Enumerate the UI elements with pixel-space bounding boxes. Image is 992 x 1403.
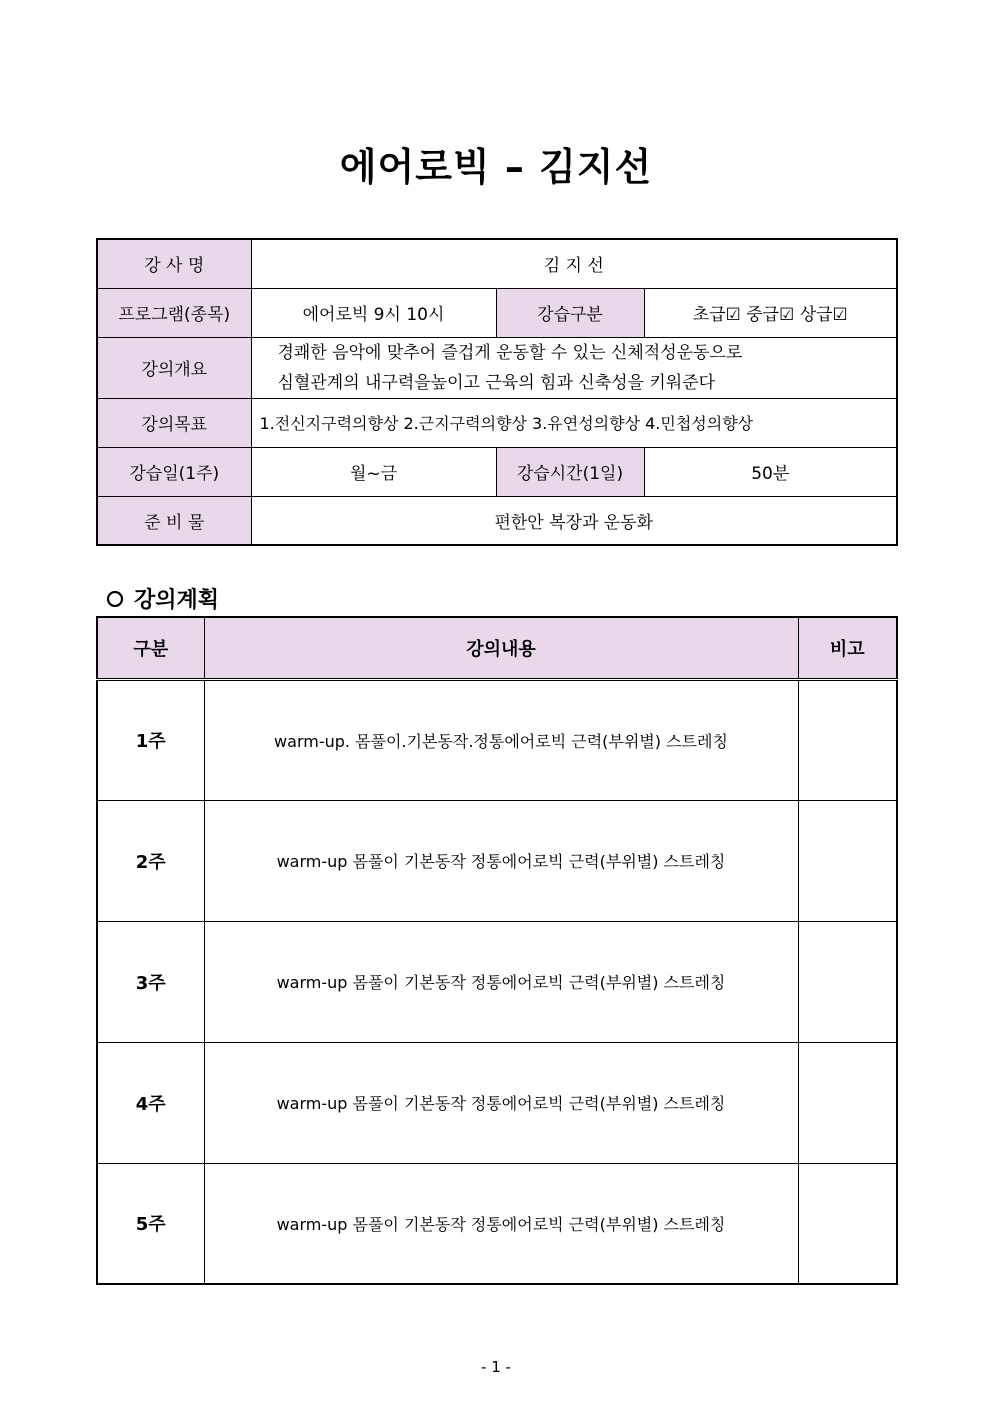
table-row	[97, 1163, 897, 1284]
note-cell	[798, 800, 897, 921]
circle-icon	[106, 588, 124, 613]
plan-header-row	[97, 617, 897, 679]
goal-row	[97, 398, 897, 447]
table-row	[97, 1042, 897, 1163]
week-cell: 2주	[97, 800, 204, 921]
program-row	[97, 288, 897, 337]
supplies-value: 편한안 복장과 운동화	[251, 496, 897, 545]
note-header: 비고	[798, 617, 897, 679]
overview-row	[97, 337, 897, 398]
page-title: 에어로빅 – 김지선	[339, 145, 653, 189]
overview-line-2: 심혈관계의 내구력을높이고 근육의 힘과 신축성을 키워준다	[277, 372, 716, 393]
level-label: 강습구분	[496, 288, 644, 337]
content-cell: warm-up 몸풀이 기본동작 정통에어로빅 근력(부위별) 스트레칭	[204, 1163, 798, 1284]
section-heading	[106, 583, 219, 614]
page-number: - 1 -	[481, 1358, 511, 1376]
days-value: 월~금	[251, 447, 496, 496]
section-title: 강의계획	[134, 588, 220, 613]
content-cell: warm-up 몸풀이 기본동작 정통에어로빅 근력(부위별) 스트레칭	[204, 921, 798, 1042]
instructor-row	[97, 239, 897, 288]
schedule-row	[97, 447, 897, 496]
note-cell	[798, 921, 897, 1042]
note-cell	[798, 1163, 897, 1284]
overview-line-1: 경쾌한 음악에 맞추어 즐겁게 운동할 수 있는 신체적성운동으로	[277, 342, 743, 363]
supplies-row	[97, 496, 897, 545]
level-value: 초급☑ 중급☑ 상급☑	[644, 288, 897, 337]
time-value: 50분	[644, 447, 897, 496]
table-row	[97, 921, 897, 1042]
week-cell: 5주	[97, 1163, 204, 1284]
overview-value	[251, 337, 897, 398]
content-cell: warm-up 몸풀이 기본동작 정통에어로빅 근력(부위별) 스트레칭	[204, 1042, 798, 1163]
note-cell	[798, 1042, 897, 1163]
content-cell: warm-up. 몸풀이.기본동작.정통에어로빅 근력(부위별) 스트레칭	[204, 679, 798, 800]
program-label: 프로그램(종목)	[97, 288, 251, 337]
days-label: 강습일(1주)	[97, 447, 251, 496]
week-cell: 3주	[97, 921, 204, 1042]
table-row	[97, 679, 897, 800]
overview-label: 강의개요	[97, 337, 251, 398]
week-cell: 4주	[97, 1042, 204, 1163]
instructor-label: 강 사 명	[97, 239, 251, 288]
week-header: 구분	[97, 617, 204, 679]
content-header: 강의내용	[204, 617, 798, 679]
supplies-label: 준 비 물	[97, 496, 251, 545]
time-label: 강습시간(1일)	[496, 447, 644, 496]
program-value: 에어로빅 9시 10시	[251, 288, 496, 337]
week-cell: 1주	[97, 679, 204, 800]
goal-label: 강의목표	[97, 398, 251, 447]
instructor-value: 김 지 선	[251, 239, 897, 288]
course-info-table	[96, 238, 898, 546]
table-row	[97, 800, 897, 921]
content-cell: warm-up 몸풀이 기본동작 정통에어로빅 근력(부위별) 스트레칭	[204, 800, 798, 921]
note-cell	[798, 679, 897, 800]
lecture-plan-table	[96, 616, 898, 1285]
goal-value: 1.전신지구력의향상 2.근지구력의향상 3.유연성의향상 4.민첩성의향상	[251, 398, 897, 447]
